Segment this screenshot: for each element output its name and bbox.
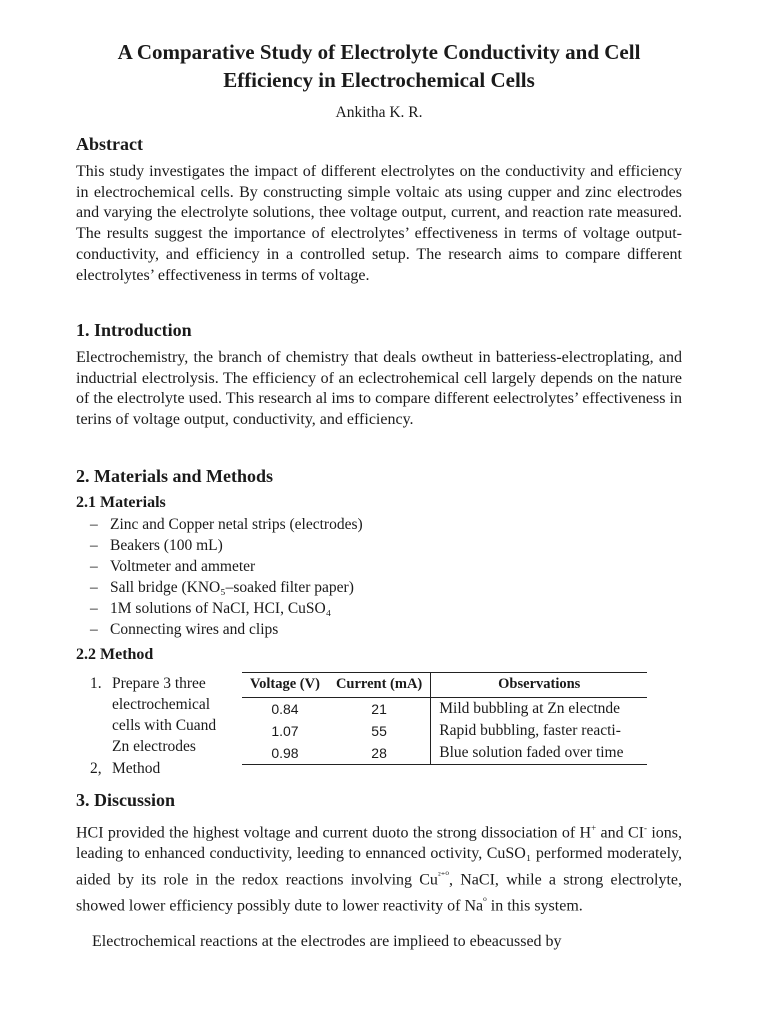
discussion-paragraph-1: HCI provided the highest voltage and current duoto the strong dissociation of H+ and CI- ions, leading to enhanced conductivity, leeding to ennanced octivity, CuSO₁ performed moderately, aided by its role in the redox reactions involving $Cu^{^{2+0}}$, NaCI, while a strong electrolyte, showed lower efficiency possibly dute to lower reactivity of $Na^{^0}$ in this system. xyxy=(76,823,682,915)
step-text-line: Zn electrodes xyxy=(112,738,196,755)
table-row xyxy=(242,698,647,721)
table-cell: 0.98 xyxy=(271,745,299,761)
table-header: Current (mA) xyxy=(328,673,431,698)
discussion-paragraph-2: Electrochemical reactions at the electrodes are implieed to ebeacussed by xyxy=(92,933,562,950)
table-cell: 28 xyxy=(371,745,387,761)
table-row xyxy=(242,720,647,742)
table-cell: 21 xyxy=(371,701,387,717)
step-number: 1. xyxy=(90,675,102,692)
step-text-line: electrochemical xyxy=(112,696,211,713)
list-item: – Connecting wires and clips xyxy=(90,620,279,638)
list-item: – Zinc and Copper netal strips (electrodes) xyxy=(90,516,363,533)
materials-subheading: 2.1 Materials xyxy=(76,494,166,511)
author-name: Ankitha K. R. xyxy=(335,104,423,121)
introduction-heading: 1. Introduction xyxy=(76,320,192,340)
abstract-heading: Abstract xyxy=(76,134,143,154)
table-cell: Blue solution faded over time xyxy=(431,742,648,765)
paper-title: A Comparative Study of Electrolyte Conductivity and Cell Efficiency in Electrochemical Cells xyxy=(117,40,641,92)
introduction-text: Electrochemistry, the branch of chemistry that deals owtheut in batteriess-electroplating, and inductrial electrolysis. The efficiency of an eclectrohemical cell largely depends on the nature of the electrolyte used. This research al ims to compare different eelectrolytes’ effectiveness in terins of voltage output, conductivity, and efficiency. xyxy=(76,349,682,429)
method-subheading: 2.2 Method xyxy=(76,646,154,663)
table-cell: Mild bubbling at Zn electnde xyxy=(431,698,648,721)
list-item: – Voltmeter and ammeter xyxy=(90,557,256,575)
step-number: 2, xyxy=(90,760,102,777)
list-item: – 1M solutions of NaCI, HCI, CuSO₄ xyxy=(90,599,332,617)
materials-methods-heading: 2. Materials and Methods xyxy=(76,466,273,486)
step-text-line: Prepare 3 three xyxy=(112,675,206,692)
step-text-line: cells with Cuand xyxy=(112,717,217,734)
materials-list xyxy=(90,515,363,640)
table-row xyxy=(242,742,647,765)
discussion-heading: 3. Discussion xyxy=(76,790,176,810)
table-header: Observations xyxy=(431,673,648,698)
list-item: – Sall bridge (KNO₅–soaked filter paper) xyxy=(90,578,354,596)
results-table xyxy=(242,672,647,765)
table-header: Voltage (V) xyxy=(242,673,328,698)
abstract-text: This study investigates the impact of different electrolytes on the conductivity and efficiency in electrochemical cells. By constructing simple voltaic ats using cupper and zinc electrodes and varying the electrolyte solutions, thee voltage output, current, and reaction rate measured. The results suggest the importance of electrolytes’ effectiveness in terms of voltage output-conductivity, and efficiency in a controlled setup. The research aims to compare different electrolytes’ effectiveness in terms of voltage. xyxy=(76,163,682,284)
table-cell: 1.07 xyxy=(271,723,299,739)
table-cell: 55 xyxy=(371,723,387,739)
list-item: – Beakers (100 mL) xyxy=(90,536,223,554)
step-text-line: Method xyxy=(112,760,161,777)
table-cell: Rapid bubbling, faster reacti- xyxy=(431,720,648,742)
table-cell: 0.84 xyxy=(271,701,299,717)
